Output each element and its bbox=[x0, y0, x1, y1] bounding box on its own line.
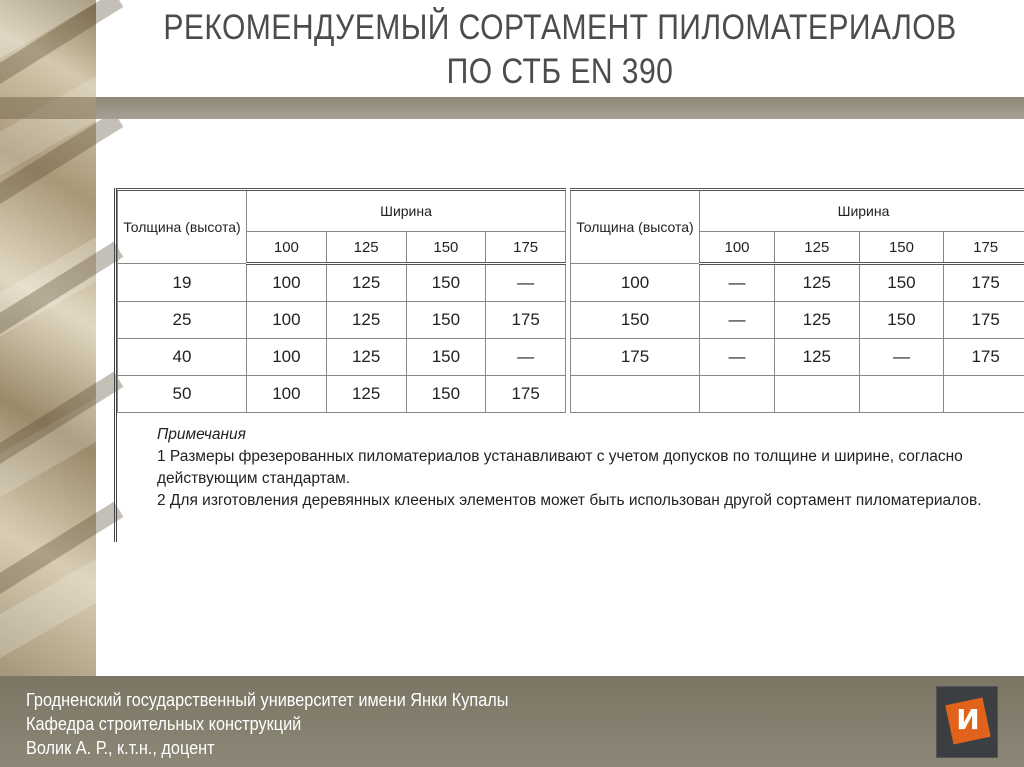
footer-bar bbox=[0, 676, 1024, 767]
table-row bbox=[118, 302, 566, 339]
table-cell: 175 bbox=[944, 302, 1024, 339]
thickness-header: Толщина (высота) bbox=[571, 190, 700, 264]
width-column-header: 125 bbox=[775, 232, 860, 264]
table-cell: 150 bbox=[406, 302, 486, 339]
note-item: 1 Размеры фрезерованных пиломатериалов устанавливают с учетом допусков по толщине и ширине, согласно действующим стандартам. bbox=[157, 448, 963, 487]
page-title-line-1: РЕКОМЕНДУЕМЫЙ СОРТАМЕНТ ПИЛОМАТЕРИАЛОВ bbox=[163, 8, 957, 47]
table-cell: 100 bbox=[247, 264, 327, 302]
thickness-cell: 100 bbox=[571, 264, 700, 302]
table-cell: 125 bbox=[326, 376, 406, 413]
thickness-cell: 19 bbox=[118, 264, 247, 302]
table-cell: 150 bbox=[406, 264, 486, 302]
table-row bbox=[118, 376, 566, 413]
width-column-header: 150 bbox=[859, 232, 944, 264]
table-cell: — bbox=[700, 264, 775, 302]
table-row bbox=[118, 264, 566, 302]
width-column-header: 100 bbox=[700, 232, 775, 264]
table-cell: 125 bbox=[326, 264, 406, 302]
page-title-line-2: ПО СТБ EN 390 bbox=[446, 52, 674, 91]
table-cell: — bbox=[486, 339, 566, 376]
table-row bbox=[118, 339, 566, 376]
thickness-cell: 175 bbox=[571, 339, 700, 376]
university-name: Гродненский государственный университет имени Янки Купалы bbox=[26, 689, 509, 710]
thickness-cell: 25 bbox=[118, 302, 247, 339]
assortment-table-left bbox=[117, 188, 566, 413]
table-cell: 100 bbox=[247, 376, 327, 413]
table-cell: 100 bbox=[247, 302, 327, 339]
table-cell: 125 bbox=[326, 339, 406, 376]
thickness-cell: 40 bbox=[118, 339, 247, 376]
width-column-header: 125 bbox=[326, 232, 406, 264]
width-column-header: 175 bbox=[944, 232, 1024, 264]
table-row bbox=[571, 339, 1024, 376]
table-cell: 175 bbox=[944, 339, 1024, 376]
table-cell: 125 bbox=[775, 264, 860, 302]
table-cell: — bbox=[859, 339, 944, 376]
table-cell bbox=[944, 376, 1024, 413]
width-column-header: 175 bbox=[486, 232, 566, 264]
table-cell: — bbox=[700, 339, 775, 376]
table-cell: 100 bbox=[247, 339, 327, 376]
note-item: 2 Для изготовления деревянных клееных элементов может быть использован другой сортамент пиломатериалов. bbox=[157, 492, 982, 509]
author-name: Волик А. Р., к.т.н., доцент bbox=[26, 737, 215, 758]
width-header: Ширина bbox=[700, 190, 1024, 232]
notes-heading: Примечания bbox=[157, 426, 246, 443]
table-row bbox=[571, 264, 1024, 302]
table-row bbox=[571, 302, 1024, 339]
table-cell: 175 bbox=[486, 376, 566, 413]
table-cell: 125 bbox=[775, 339, 860, 376]
table-cell bbox=[700, 376, 775, 413]
table-cell: 150 bbox=[406, 339, 486, 376]
table-cell: 150 bbox=[859, 302, 944, 339]
thickness-header: Толщина (высота) bbox=[118, 190, 247, 264]
footer-text bbox=[26, 688, 508, 760]
table-cell: 150 bbox=[406, 376, 486, 413]
width-header: Ширина bbox=[247, 190, 566, 232]
university-logo: И bbox=[936, 686, 998, 758]
header-rule-corner bbox=[0, 97, 96, 119]
page-title bbox=[161, 0, 959, 102]
table-cell bbox=[775, 376, 860, 413]
table-cell: 125 bbox=[326, 302, 406, 339]
table-cell: 175 bbox=[944, 264, 1024, 302]
width-column-header: 100 bbox=[247, 232, 327, 264]
thickness-cell: 50 bbox=[118, 376, 247, 413]
standard-excerpt bbox=[114, 188, 1024, 542]
notes-block bbox=[157, 424, 1023, 512]
table-cell: — bbox=[486, 264, 566, 302]
assortment-table-right bbox=[570, 188, 1024, 413]
table-cell: 175 bbox=[486, 302, 566, 339]
table-cell: 150 bbox=[859, 264, 944, 302]
thickness-cell bbox=[571, 376, 700, 413]
table-cell: — bbox=[700, 302, 775, 339]
width-column-header: 150 bbox=[406, 232, 486, 264]
table-cell: 125 bbox=[775, 302, 860, 339]
table-row bbox=[571, 376, 1024, 413]
thickness-cell: 150 bbox=[571, 302, 700, 339]
table-cell bbox=[859, 376, 944, 413]
department-name: Кафедра строительных конструкций bbox=[26, 713, 302, 734]
